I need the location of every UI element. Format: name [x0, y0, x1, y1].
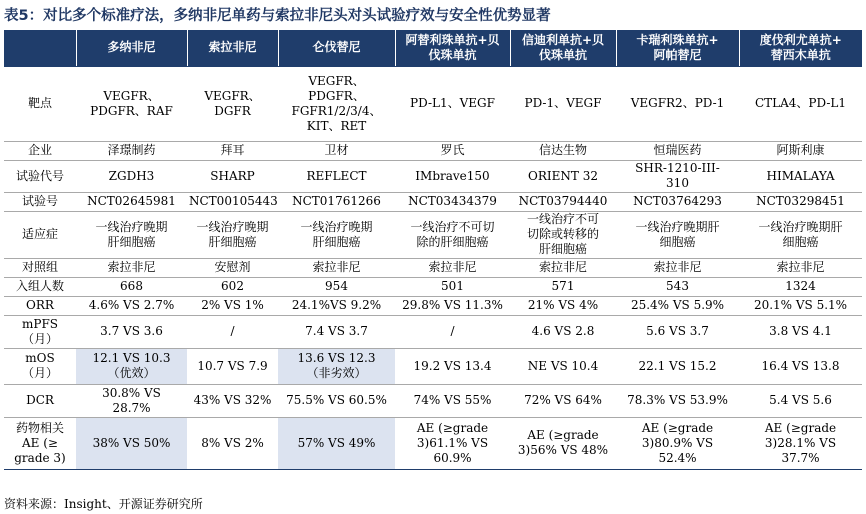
table-cell: /	[187, 315, 278, 348]
table-cell: AE (≥grade 3)28.1% VS 37.7%	[739, 417, 862, 469]
table-cell: NCT03434379	[395, 192, 510, 211]
header-col-donafenib: 多纳非尼	[76, 30, 187, 66]
table-row-company	[4, 141, 862, 160]
table-cell: VEGFR、 PDGFR、 FGFR1/2/3/4、 KIT、RET	[278, 66, 395, 141]
header-corner	[4, 30, 76, 66]
row-label-target: 靶点	[4, 66, 76, 141]
table-cell: 阿斯利康	[739, 141, 862, 160]
table-cell: 一线治疗晚期 肝细胞癌	[187, 211, 278, 258]
table-cell: 20.1% VS 5.1%	[739, 296, 862, 315]
row-label-orr: ORR	[4, 296, 76, 315]
table-cell: 罗氏	[395, 141, 510, 160]
table-cell: 8% VS 2%	[187, 417, 278, 469]
table-cell: ORIENT 32	[510, 160, 616, 192]
table-cell: AE (≥grade 3)56% VS 48%	[510, 417, 616, 469]
row-label-adverse-events: 药物相关 AE (≥ grade 3)	[4, 417, 76, 469]
table-cell: VEGFR2、PD-1	[616, 66, 739, 141]
table-row-trial-id	[4, 192, 862, 211]
table-cell: 954	[278, 277, 395, 296]
header-row	[4, 30, 862, 66]
table-cell: PD-L1、VEGF	[395, 66, 510, 141]
table-cell: 30.8% VS 28.7%	[76, 384, 187, 417]
table-cell: 一线治疗晚期 肝细胞癌	[76, 211, 187, 258]
row-label-indication: 适应症	[4, 211, 76, 258]
table-cell: /	[395, 315, 510, 348]
table-row-adverse-events	[4, 417, 862, 469]
row-label-trial-code: 试验代号	[4, 160, 76, 192]
table-cell: 卫材	[278, 141, 395, 160]
table-cell: NCT03298451	[739, 192, 862, 211]
table-cell: 602	[187, 277, 278, 296]
row-label-mos: mOS （月）	[4, 348, 76, 384]
table-cell: 21% VS 4%	[510, 296, 616, 315]
table-cell: 19.2 VS 13.4	[395, 348, 510, 384]
table-cell: 拜耳	[187, 141, 278, 160]
table-cell: 一线治疗不可 切除或转移的 肝细胞癌	[510, 211, 616, 258]
table-cell: 恒瑞医药	[616, 141, 739, 160]
table-cell: 72% VS 64%	[510, 384, 616, 417]
table-cell: AE (≥grade 3)80.9% VS 52.4%	[616, 417, 739, 469]
table-row-enrollment	[4, 277, 862, 296]
table-cell: 7.4 VS 3.7	[278, 315, 395, 348]
table-cell-highlighted: 57% VS 49%	[278, 417, 395, 469]
row-label-trial-id: 试验号	[4, 192, 76, 211]
table-cell: REFLECT	[278, 160, 395, 192]
table-cell: 索拉非尼	[395, 258, 510, 277]
table-cell: 571	[510, 277, 616, 296]
row-label-mpfs: mPFS （月）	[4, 315, 76, 348]
table-cell: 索拉非尼	[278, 258, 395, 277]
table-cell: NCT03764293	[616, 192, 739, 211]
table-cell: 74% VS 55%	[395, 384, 510, 417]
table-cell: SHR-1210-III- 310	[616, 160, 739, 192]
table-cell: 索拉非尼	[739, 258, 862, 277]
table-cell: 2% VS 1%	[187, 296, 278, 315]
table-cell: NCT00105443	[187, 192, 278, 211]
table-cell: PD-1、VEGF	[510, 66, 616, 141]
table-cell: 索拉非尼	[616, 258, 739, 277]
table-cell: 4.6 VS 2.8	[510, 315, 616, 348]
table-cell: 501	[395, 277, 510, 296]
table-cell: NCT01761266	[278, 192, 395, 211]
header-col-durvalumab-tremelimumab: 度伐利尤单抗+ 替西木单抗	[739, 30, 862, 66]
table-cell: 5.6 VS 3.7	[616, 315, 739, 348]
table-cell: 16.4 VS 13.8	[739, 348, 862, 384]
table-cell: 3.7 VS 3.6	[76, 315, 187, 348]
row-label-control: 对照组	[4, 258, 76, 277]
header-col-atezolizumab-bevacizumab: 阿替利珠单抗+贝 伐珠单抗	[395, 30, 510, 66]
table-cell: 10.7 VS 7.9	[187, 348, 278, 384]
table-cell: CTLA4、PD-L1	[739, 66, 862, 141]
table-cell: 一线治疗不可切 除的肝细胞癌	[395, 211, 510, 258]
table-cell: SHARP	[187, 160, 278, 192]
table-row-trial-code	[4, 160, 862, 192]
table-cell: NCT03794440	[510, 192, 616, 211]
row-label-enrollment: 入组人数	[4, 277, 76, 296]
table-cell: 信达生物	[510, 141, 616, 160]
table-cell-highlighted: 38% VS 50%	[76, 417, 187, 469]
table-row-control	[4, 258, 862, 277]
table-row-target	[4, 66, 862, 141]
table-cell: HIMALAYA	[739, 160, 862, 192]
table-row-dcr	[4, 384, 862, 417]
row-label-dcr: DCR	[4, 384, 76, 417]
table-cell: 24.1%VS 9.2%	[278, 296, 395, 315]
table-cell: 1324	[739, 277, 862, 296]
header-col-sintilimab-bevacizumab: 信迪利单抗+贝 伐珠单抗	[510, 30, 616, 66]
table-cell: 668	[76, 277, 187, 296]
header-col-sorafenib: 索拉非尼	[187, 30, 278, 66]
table-cell: VEGFR、 DGFR	[187, 66, 278, 141]
table-cell: 索拉非尼	[510, 258, 616, 277]
table-row-mpfs	[4, 315, 862, 348]
table-cell: 25.4% VS 5.9%	[616, 296, 739, 315]
table-cell: NCT02645981	[76, 192, 187, 211]
table-cell: 泽璟制药	[76, 141, 187, 160]
table-cell: 3.8 VS 4.1	[739, 315, 862, 348]
table-row-mos	[4, 348, 862, 384]
table-cell: ZGDH3	[76, 160, 187, 192]
comparison-table	[4, 30, 862, 470]
table-cell: 一线治疗晚期肝 细胞癌	[616, 211, 739, 258]
table-cell: 安慰剂	[187, 258, 278, 277]
header-col-lenvatinib: 仑伐替尼	[278, 30, 395, 66]
table-cell-highlighted: 12.1 VS 10.3 （优效）	[76, 348, 187, 384]
row-label-company: 企业	[4, 141, 76, 160]
table-cell: 43% VS 32%	[187, 384, 278, 417]
table-cell: 78.3% VS 53.9%	[616, 384, 739, 417]
table-cell: 一线治疗晚期肝 细胞癌	[739, 211, 862, 258]
table-cell: 22.1 VS 15.2	[616, 348, 739, 384]
table-cell: 75.5% VS 60.5%	[278, 384, 395, 417]
table-cell: 29.8% VS 11.3%	[395, 296, 510, 315]
table-row-orr	[4, 296, 862, 315]
table-cell: VEGFR、 PDGFR、RAF	[76, 66, 187, 141]
table-title: 表5：对比多个标准疗法，多纳非尼单药与索拉非尼头对头试验疗效与安全性优势显著	[4, 8, 551, 24]
header-col-camrelizumab-apatinib: 卡瑞利珠单抗+ 阿帕替尼	[616, 30, 739, 66]
table-cell: 5.4 VS 5.6	[739, 384, 862, 417]
table-cell: NE VS 10.4	[510, 348, 616, 384]
table-cell: 一线治疗晚期 肝细胞癌	[278, 211, 395, 258]
table-cell-highlighted: 13.6 VS 12.3 （非劣效）	[278, 348, 395, 384]
table-row-indication	[4, 211, 862, 258]
table-cell: IMbrave150	[395, 160, 510, 192]
table-cell: 4.6% VS 2.7%	[76, 296, 187, 315]
table-cell: AE (≥grade 3)61.1% VS 60.9%	[395, 417, 510, 469]
table-cell: 543	[616, 277, 739, 296]
source-footnote: 资料来源：Insight、开源证券研究所	[4, 497, 203, 511]
table-cell: 索拉非尼	[76, 258, 187, 277]
